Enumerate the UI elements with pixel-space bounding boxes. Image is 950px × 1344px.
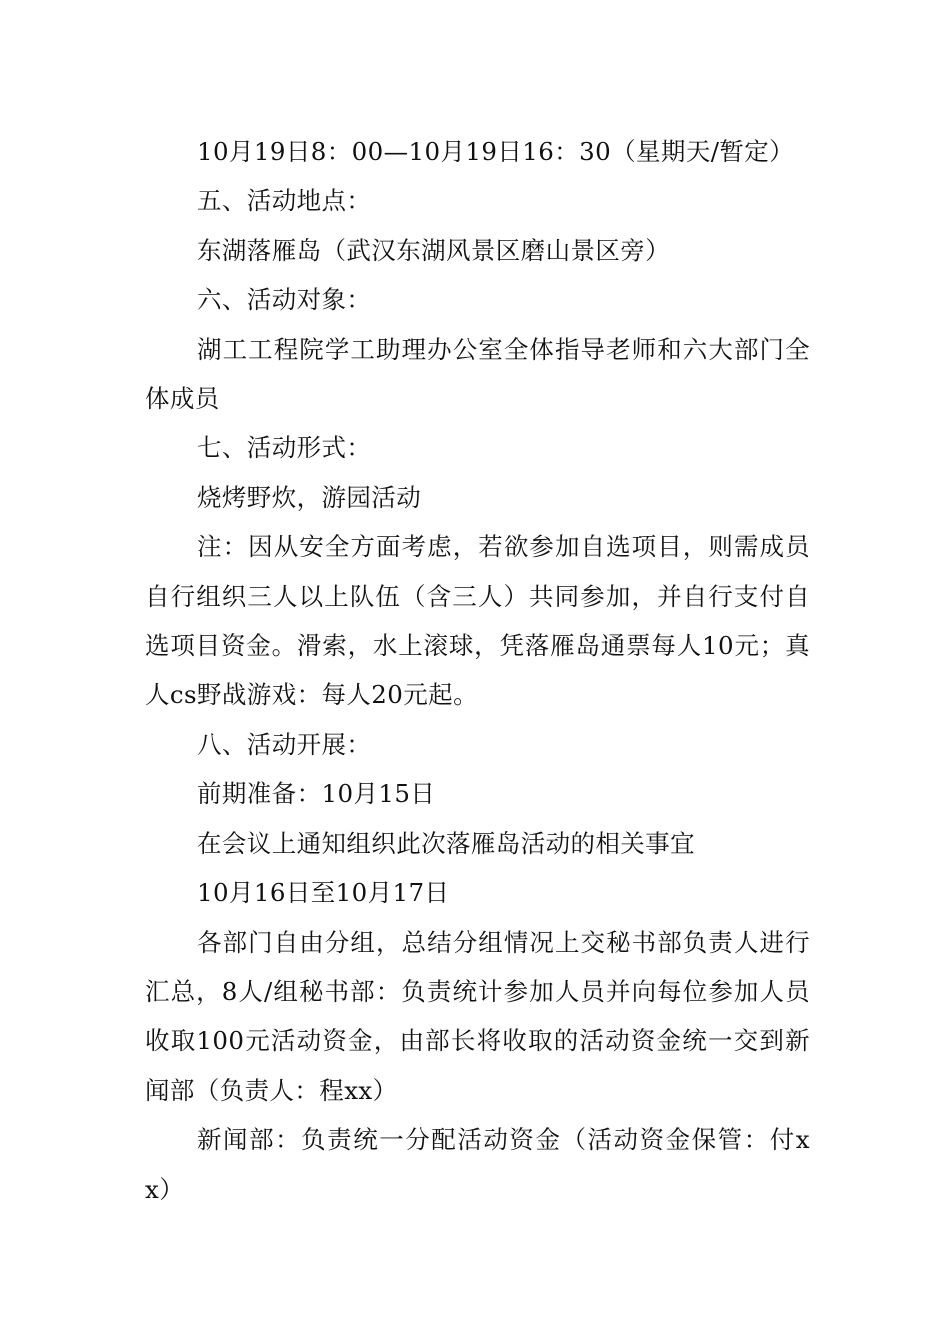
paragraph-activity-target: 湖工工程院学工助理办公室全体指导老师和六大部门全体成员 bbox=[145, 334, 810, 414]
paragraph-preparation-date: 前期准备：10月15日 bbox=[197, 779, 436, 809]
paragraph-news-department: 新闻部：负责统一分配活动资金（活动资金保管：付xx） bbox=[145, 1125, 810, 1204]
paragraph-activity-location: 东湖落雁岛（武汉东湖风景区磨山景区旁） bbox=[197, 235, 671, 265]
document-body bbox=[145, 127, 810, 1214]
heading-activity-conduct: 八、活动开展： bbox=[197, 729, 372, 759]
paragraph-meeting-notice: 在会议上通知组织此次落雁岛活动的相关事宜 bbox=[197, 828, 695, 858]
paragraph-activity-form: 烧烤野炊，游园活动 bbox=[197, 482, 422, 512]
heading-activity-form: 七、活动形式： bbox=[197, 433, 372, 463]
heading-activity-target: 六、活动对象： bbox=[197, 285, 372, 315]
paragraph-note: 注：因从安全方面考虑，若欲参加自选项目，则需成员自行组织三人以上队伍（含三人）共同参加，并自行支付自选项目资金。滑索，水上滚球，凭落雁岛通票每人10元；真人cs野战游戏：每人20元起。 bbox=[145, 532, 810, 710]
paragraph-date-range: 10月16日至10月17日 bbox=[197, 878, 450, 908]
paragraph-activity-time: 10月19日8：00—10月19日16：30（星期天/暂定） bbox=[197, 137, 795, 166]
heading-activity-location: 五、活动地点： bbox=[197, 186, 372, 216]
paragraph-grouping: 各部门自由分组，总结分组情况上交秘书部负责人进行汇总，8人/组秘书部：负责统计参加人员并向每位参加人员收取100元活动资金，由部长将收取的活动资金统一交到新闻部（负责人：程xx） bbox=[145, 927, 810, 1105]
